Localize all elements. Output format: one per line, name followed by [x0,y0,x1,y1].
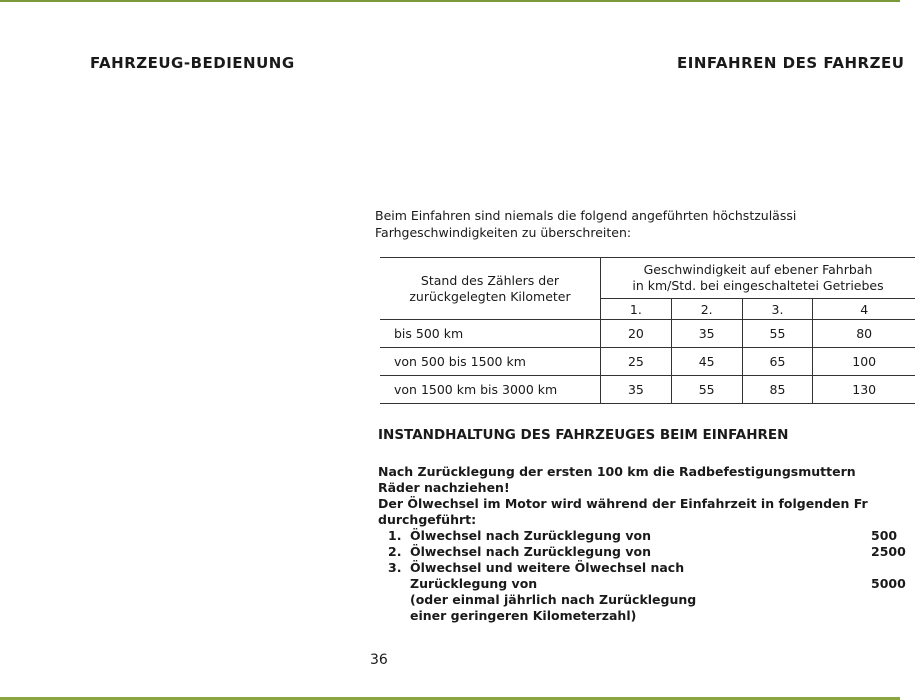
gear-3-header: 3. [742,299,813,320]
speed-cell: 130 [813,376,915,404]
row-km: von 500 bis 1500 km [380,348,601,376]
maintenance-line: Der Ölwechsel im Motor wird während der Einfahrzeit in folgenden Fr [378,496,868,511]
item-distance: 500 [871,528,898,543]
maintenance-line: Räder nachziehen! [378,480,510,495]
item-text: Ölwechsel nach Zurücklegung von [410,528,651,543]
item-number: 2. [388,544,402,559]
table-row [380,320,915,348]
speed-limit-table [380,257,915,404]
list-item [378,528,900,544]
item-distance: 5000 [871,576,906,591]
list-item [378,560,900,576]
speed-cell: 45 [671,348,742,376]
speed-cell: 100 [813,348,915,376]
gear-2-header: 2. [671,299,742,320]
item-number: 1. [388,528,402,543]
speed-cell: 25 [601,348,672,376]
row-km: bis 500 km [380,320,601,348]
km-column-header: Stand des Zählers der zurückgelegten Kilometer [380,258,601,320]
maintenance-line: durchgeführt: [378,512,477,527]
left-page-title: FAHRZEUG-BEDIENUNG [90,54,295,72]
row-km: von 1500 km bis 3000 km [380,376,601,404]
speed-cell: 85 [742,376,813,404]
speed-group-header: Geschwindigkeit auf ebener Fahrbah in km/Std. bei eingeschaltetei Getriebes [601,258,915,299]
maintenance-line: Nach Zurücklegung der ersten 100 km die Radbefestigungsmuttern [378,464,856,479]
table-row [380,376,915,404]
maintenance-title: INSTANDHALTUNG DES FAHRZEUGES BEIM EINFAHREN [378,427,789,443]
list-item-continued [378,576,906,592]
item-text: Ölwechsel und weitere Ölwechsel nach [410,560,685,575]
item-number: 3. [388,560,402,575]
item-distance: 2500 [871,544,906,559]
item-text: Zurücklegung von [410,576,538,591]
note-line: einer geringeren Kilometerzahl) [410,608,637,623]
intro-line-1: Beim Einfahren sind niemals die folgend angeführten höchstzulässi [375,208,797,223]
speed-cell: 35 [671,320,742,348]
page-number: 36 [370,652,388,668]
speed-cell: 35 [601,376,672,404]
maintenance-section [378,464,906,624]
speed-cell: 65 [742,348,813,376]
note-line: (oder einmal jährlich nach Zurücklegung [410,592,697,607]
speed-cell: 55 [742,320,813,348]
list-item [378,544,906,560]
speed-cell: 20 [601,320,672,348]
table-row [380,348,915,376]
speed-cell: 55 [671,376,742,404]
gear-1-header: 1. [601,299,672,320]
speed-cell: 80 [813,320,915,348]
gear-4-header: 4 [813,299,915,320]
item-text: Ölwechsel nach Zurücklegung von [410,544,651,559]
intro-line-2: Farhgeschwindigkeiten zu überschreiten: [375,225,632,240]
oil-change-list [378,528,906,624]
right-page-title: EINFAHREN DES FAHRZEU [677,54,905,72]
top-border [0,0,900,2]
intro-paragraph [375,207,900,241]
table-header-row [380,258,915,299]
